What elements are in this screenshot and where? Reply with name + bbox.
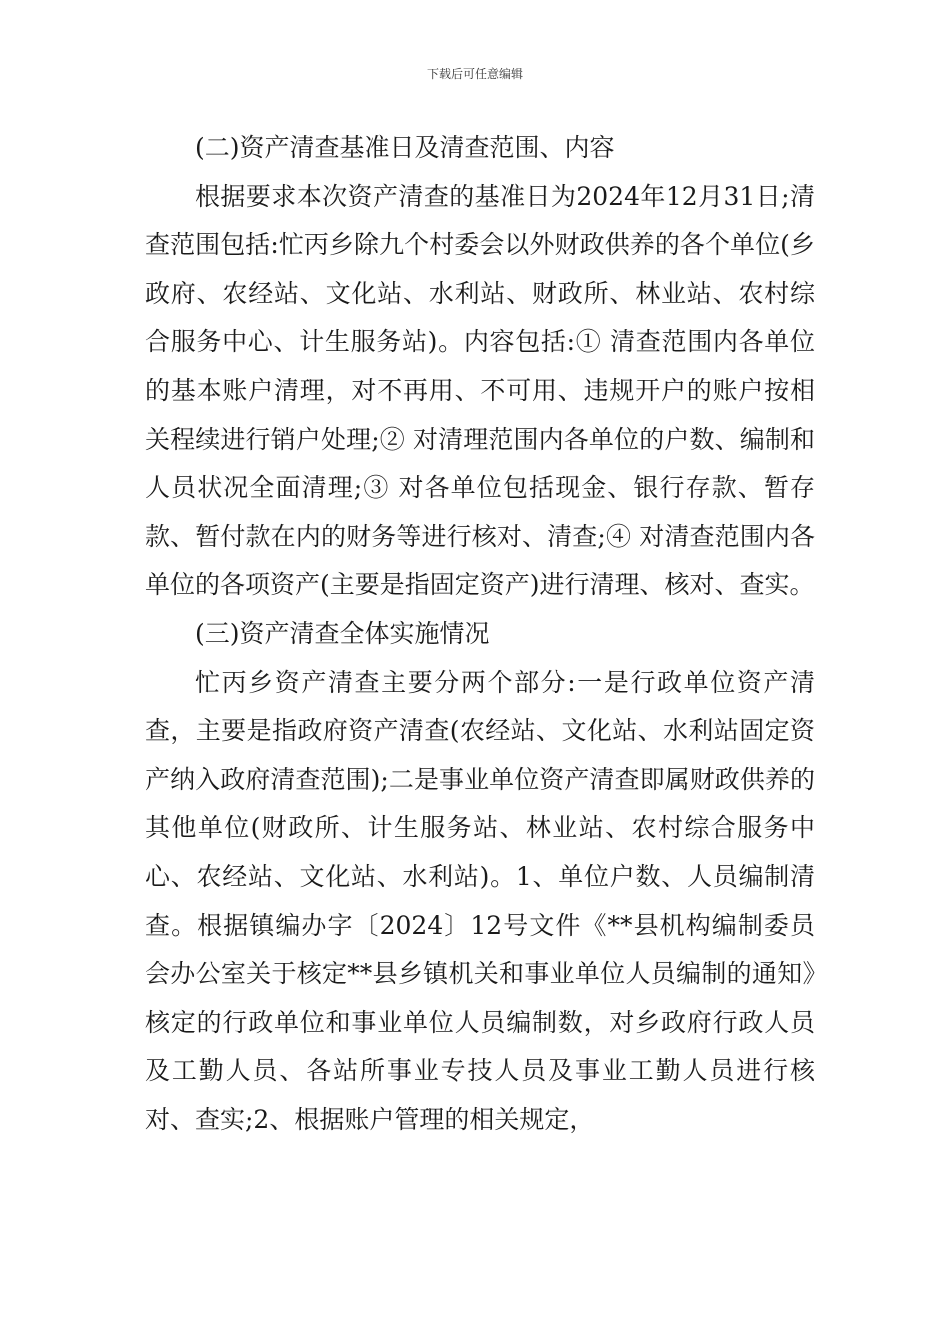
document-body: [145, 124, 815, 1144]
section-heading-2: (二)资产清查基准日及清查范围、内容: [195, 133, 615, 162]
page-header: 下载后可任意编辑: [426, 67, 523, 81]
section-heading-3: (三)资产清查全体实施情况: [195, 618, 490, 648]
paragraph-scope-content: 根据要求本次资产清查的基准日为2024年12月31日;清查范围包括:忙丙乡除九个村委会以外财政供养的各个单位(乡政府、农经站、文化站、水利站、财政所、林业站、农村综合服务中心、计生服务站)。内容包括:① 清查范围内各单位的基本账户清理，对不再用、不可用、违规开户的账户按相关程续进行销户处理;② 对清理范围内各单位的户数、编制和人员状况全面清理;③ 对各单位包括现金、银行存款、暂存款、暂付款在内的财务等进行核对、清查;④ 对清查范围内各单位的各项资产(主要是指固定资产)进行清理、核对、查实。: [145, 181, 815, 600]
paragraph-implementation: 忙丙乡资产清查主要分两个部分:一是行政单位资产清查，主要是指政府资产清查(农经站、文化站、水利站固定资产纳入政府清查范围);二是事业单位资产清查即属财政供养的其他单位(财政所、计生服务站、林业站、农村综合服务中心、农经站、文化站、水利站)。1、单位户数、人员编制清查。根据镇编办字〔2024〕12号文件《**县机构编制委员会办公室关于核定**县乡镇机关和事业单位人员编制的通知》核定的行政单位和事业单位人员编制数，对乡政府行政人员及工勤人员、各站所事业专技人员及事业工勤人员进行核对、查实;2、根据账户管理的相关规定，: [145, 667, 815, 1134]
